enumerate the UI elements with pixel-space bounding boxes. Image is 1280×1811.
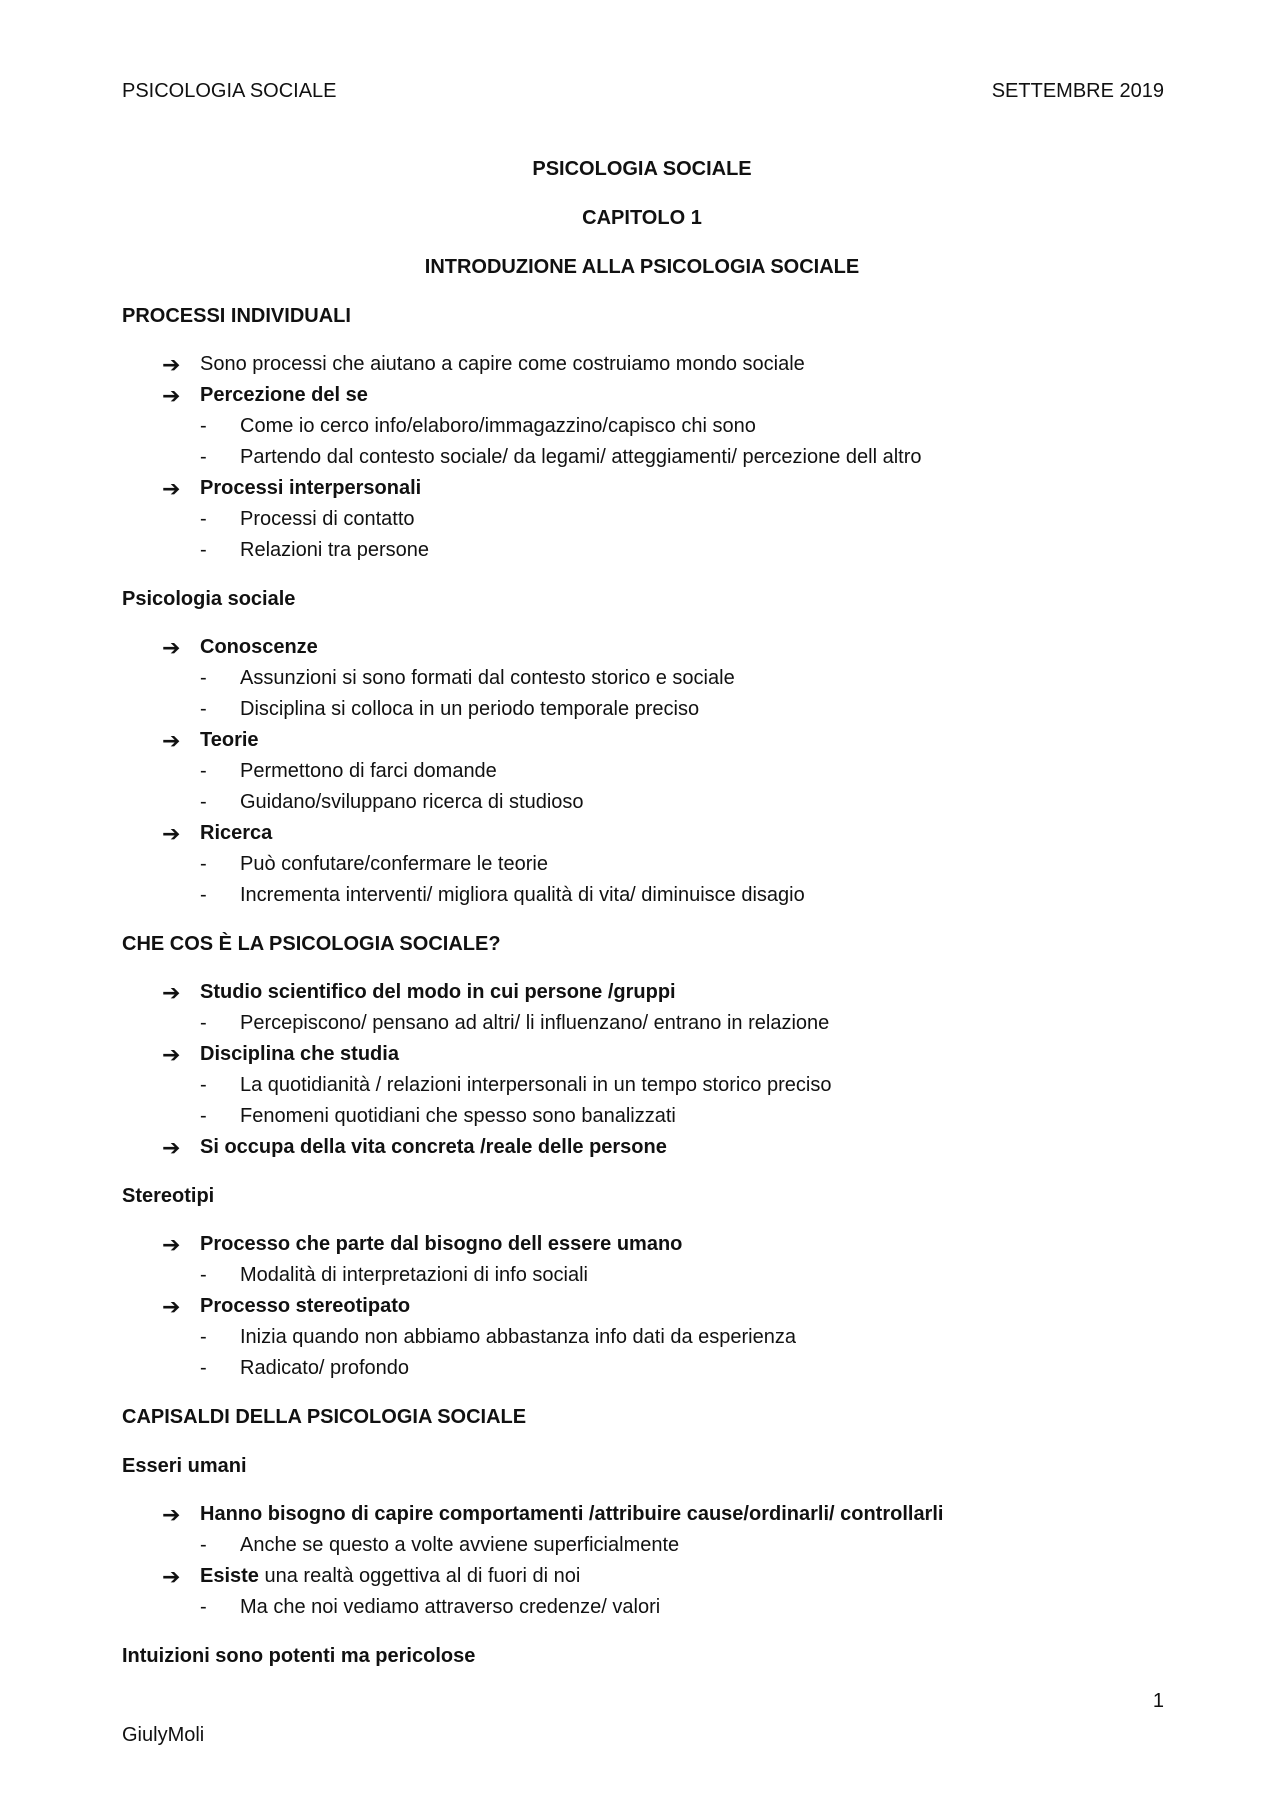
- dash-item: - Fenomeni quotidiani che spesso sono banalizzati: [122, 1101, 1162, 1132]
- dash-icon: -: [200, 415, 207, 437]
- dash-item: - Processi di contatto: [122, 504, 1162, 535]
- section-heading: Psicologia sociale: [122, 588, 296, 610]
- dash-icon: -: [200, 1105, 207, 1127]
- dash-item: - Anche se questo a volte avviene superficialmente: [122, 1530, 1162, 1561]
- chapter-subtitle: INTRODUZIONE ALLA PSICOLOGIA SOCIALE: [424, 256, 860, 278]
- chapter-title: CAPITOLO 1: [582, 207, 702, 229]
- arrow-item: ➔ Esiste una realtà oggettiva al di fuori di noi: [122, 1561, 1162, 1592]
- section-heading: PROCESSI INDIVIDUALI: [122, 305, 351, 327]
- section-heading: CHE COS È LA PSICOLOGIA SOCIALE?: [122, 933, 501, 955]
- arrow-item: ➔ Sono processi che aiutano a capire come costruiamo mondo sociale: [122, 349, 1162, 380]
- arrow-item: ➔ Conoscenze: [122, 632, 1162, 663]
- footer-author: GiulyMoli: [122, 1724, 205, 1746]
- arrow-icon: ➔: [162, 980, 181, 1005]
- section-heading: Intuizioni sono potenti ma pericolose: [122, 1645, 476, 1667]
- dash-item: - Può confutare/confermare le teorie: [122, 849, 1162, 880]
- arrow-item: ➔ Ricerca: [122, 818, 1162, 849]
- dash-icon: -: [200, 446, 207, 468]
- section-heading: Esseri umani: [122, 1455, 247, 1477]
- bullet-list: [122, 1229, 1162, 1384]
- header-left: PSICOLOGIA SOCIALE: [122, 80, 337, 102]
- dash-icon: -: [200, 508, 207, 530]
- dash-item: - Partendo dal contesto sociale/ da legami/ atteggiamenti/ percezione dell altro: [122, 442, 1162, 473]
- dash-icon: -: [200, 1264, 207, 1286]
- dash-icon: -: [200, 698, 207, 720]
- bullet-list: [122, 632, 1162, 911]
- arrow-icon: ➔: [162, 352, 181, 377]
- arrow-item: ➔ Processi interpersonali: [122, 473, 1162, 504]
- section-heading: CAPISALDI DELLA PSICOLOGIA SOCIALE: [122, 1406, 527, 1428]
- page-number: 1: [1152, 1690, 1164, 1712]
- bullet-list: [122, 349, 1162, 566]
- arrow-item: ➔ Processo che parte dal bisogno dell essere umano: [122, 1229, 1162, 1260]
- arrow-item: ➔ Si occupa della vita concreta /reale delle persone: [122, 1132, 1162, 1163]
- arrow-icon: ➔: [162, 1232, 181, 1257]
- dash-item: - Ma che noi vediamo attraverso credenze/ valori: [122, 1592, 1162, 1623]
- dash-item: - Relazioni tra persone: [122, 535, 1162, 566]
- dash-icon: -: [200, 1012, 207, 1034]
- section-heading: Stereotipi: [122, 1185, 215, 1207]
- doc-title: PSICOLOGIA SOCIALE: [532, 158, 752, 180]
- bullet-list: [122, 977, 1162, 1163]
- arrow-icon: ➔: [162, 728, 181, 753]
- dash-item: - Permettono di farci domande: [122, 756, 1162, 787]
- arrow-item: ➔ Disciplina che studia: [122, 1039, 1162, 1070]
- dash-item: - Percepiscono/ pensano ad altri/ li influenzano/ entrano in relazione: [122, 1008, 1162, 1039]
- arrow-icon: ➔: [162, 1042, 181, 1067]
- dash-item: - Come io cerco info/elaboro/immagazzino/capisco chi sono: [122, 411, 1162, 442]
- arrow-icon: ➔: [162, 1135, 181, 1160]
- dash-item: - Inizia quando non abbiamo abbastanza info dati da esperienza: [122, 1322, 1162, 1353]
- dash-icon: -: [200, 667, 207, 689]
- arrow-icon: ➔: [162, 476, 181, 501]
- dash-item: - Disciplina si colloca in un periodo temporale preciso: [122, 694, 1162, 725]
- dash-icon: -: [200, 1534, 207, 1556]
- arrow-item: ➔ Percezione del se: [122, 380, 1162, 411]
- arrow-item: ➔ Processo stereotipato: [122, 1291, 1162, 1322]
- dash-item: - La quotidianità / relazioni interpersonali in un tempo storico preciso: [122, 1070, 1162, 1101]
- dash-icon: -: [200, 760, 207, 782]
- dash-item: - Incrementa interventi/ migliora qualità di vita/ diminuisce disagio: [122, 880, 1162, 911]
- dash-icon: -: [200, 884, 207, 906]
- arrow-icon: ➔: [162, 383, 181, 408]
- content: [122, 153, 1162, 1689]
- dash-icon: -: [200, 791, 207, 813]
- arrow-icon: ➔: [162, 1502, 181, 1527]
- dash-item: - Guidano/sviluppano ricerca di studioso: [122, 787, 1162, 818]
- dash-icon: -: [200, 1074, 207, 1096]
- arrow-icon: ➔: [162, 635, 181, 660]
- arrow-item: ➔ Studio scientifico del modo in cui persone /gruppi: [122, 977, 1162, 1008]
- dash-icon: -: [200, 1357, 207, 1379]
- bullet-list: [122, 1499, 1162, 1623]
- header-right: SETTEMBRE 2019: [991, 80, 1164, 102]
- arrow-icon: ➔: [162, 1294, 181, 1319]
- arrow-icon: ➔: [162, 1564, 181, 1589]
- dash-icon: -: [200, 1326, 207, 1348]
- dash-item: - Assunzioni si sono formati dal contesto storico e sociale: [122, 663, 1162, 694]
- dash-icon: -: [200, 1596, 207, 1618]
- dash-item: - Modalità di interpretazioni di info sociali: [122, 1260, 1162, 1291]
- arrow-item: ➔ Teorie: [122, 725, 1162, 756]
- arrow-icon: ➔: [162, 821, 181, 846]
- dash-icon: -: [200, 853, 207, 875]
- dash-icon: -: [200, 539, 207, 561]
- arrow-item: ➔ Hanno bisogno di capire comportamenti /attribuire cause/ordinarli/ controllarli: [122, 1499, 1162, 1530]
- dash-item: - Radicato/ profondo: [122, 1353, 1162, 1384]
